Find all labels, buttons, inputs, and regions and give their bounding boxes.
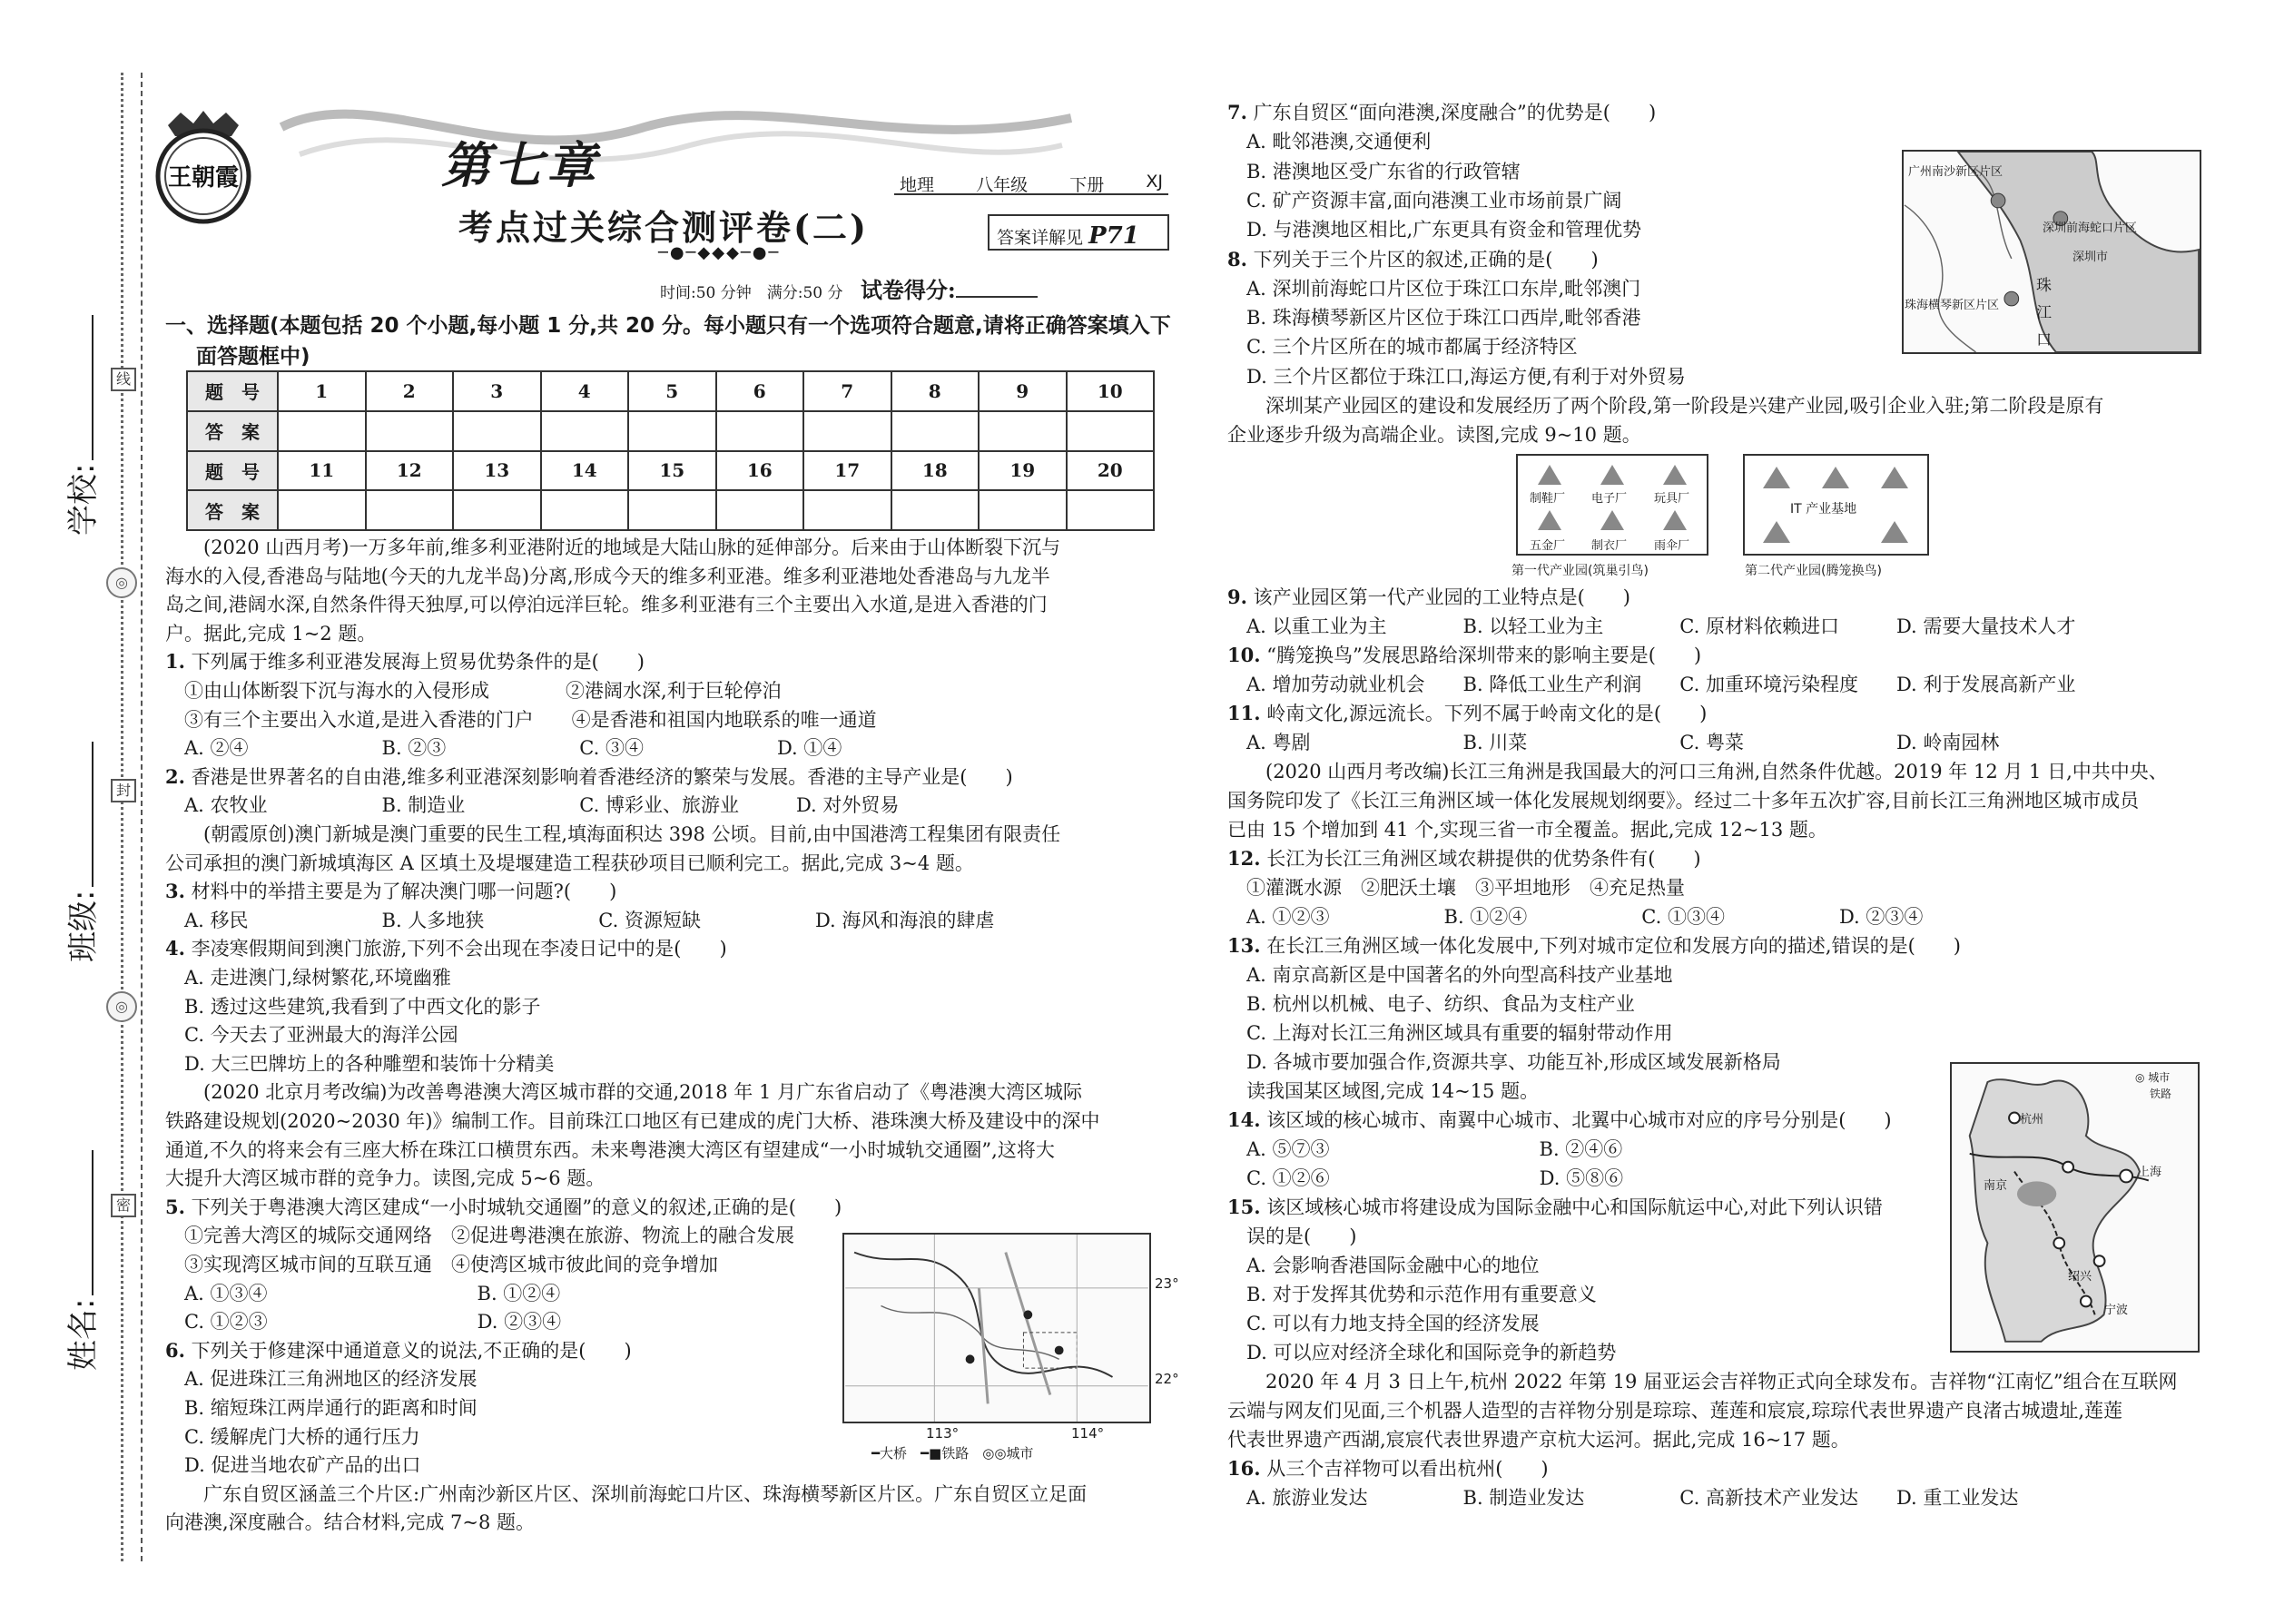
logo-text: 王朝霞 — [167, 164, 240, 192]
text-line: C. 上海对长江三角洲区域具有重要的辐射带动作用 — [1227, 1022, 1673, 1044]
text-line: A. 会影响香港国际金融中心的地位 — [1227, 1255, 1540, 1276]
subject-volume: 下册 — [1069, 175, 1105, 195]
ftz-map — [1902, 150, 2201, 354]
subject-geography: 地理 — [900, 175, 935, 195]
text-line: A. ⑤⑦③ B. ②④⑥ — [1227, 1138, 1623, 1160]
park2-caption: 第二代产业园(腾笼换鸟) — [1745, 564, 1882, 578]
lat-label: 23° — [1155, 1275, 1179, 1292]
text-line: 12. 长江为长江三角洲区域农耕提供的优势条件有( ) — [1227, 847, 1701, 870]
factory-label: 雨伞厂 — [1654, 539, 1690, 553]
text-line: 云端与网友们见面,三个机器人造型的吉祥物分别是琮琮、莲莲和宸宸,琮琮代表世界遗产良渚古城遗址,莲莲 — [1227, 1400, 2123, 1422]
text-line: A. 促进珠江三角洲地区的经济发展 — [165, 1368, 478, 1391]
text-line: B. 珠海横琴新区片区位于珠江口西岸,毗邻香港 — [1227, 307, 1641, 330]
text-line: ①由山体断裂下沉与海水的入侵形成 ②港阔水深,利于巨轮停泊 — [165, 680, 782, 702]
table-row: 题 号 1 2 3 4 5 6 7 8 9 10 — [187, 371, 1154, 411]
text-line: 广东自贸区涵盖三个片区:广州南沙新区片区、深圳前海蛇口片区、珠海横琴新区片区。广东自贸区立足面 — [165, 1482, 1088, 1505]
text-line: B. 透过这些建筑,我看到了中西文化的影子 — [165, 995, 541, 1018]
prd-map — [842, 1233, 1151, 1423]
paper-title: 考点过关综合测评卷(二) — [458, 207, 869, 248]
text-line: 铁路建设规划(2020~2030 年)》编制工作。目前珠江口地区有已建成的虎门大桥、港珠澳大桥及建设中的深中 — [165, 1110, 1100, 1132]
text-line: ①灌溉水源 ②肥沃土壤 ③平坦地形 ④充足热量 — [1227, 877, 1685, 899]
text-line: 户。据此,完成 1~2 题。 — [165, 622, 377, 645]
text-line: 深圳某产业园区的建设和发展经历了两个阶段,第一阶段是兴建产业园,吸引企业入驻;第二阶段是原有 — [1227, 395, 2104, 417]
text-line: A. 走进澳门,绿树繁花,环境幽雅 — [165, 967, 451, 989]
text-line: 11. 岭南文化,源远流长。下列不属于岭南文化的是( ) — [1227, 702, 1708, 724]
text-line: 3. 材料中的举措主要是为了解决澳门哪一问题?( ) — [165, 880, 617, 903]
table-row: 答 案 — [187, 411, 1154, 451]
text-line: 读我国某区域图,完成 14~15 题。 — [1227, 1080, 1540, 1102]
yrd-city-label: 杭州 — [2020, 1113, 2044, 1127]
text-line: 大提升大湾区城市群的竞争力。读图,完成 5~6 题。 — [165, 1167, 605, 1190]
text-line: A. 深圳前海蛇口片区位于珠江口东岸,毗邻澳门 — [1227, 277, 1641, 300]
ftz-label-shenzhen: 深圳市 — [2072, 251, 2109, 264]
text-line: C. ①②③ D. ②③④ — [165, 1311, 562, 1334]
text-line: 公司承担的澳门新城填海区 A 区填土及堤堰建造工程获砂项目已顺利完工。据此,完成 3~4 题。 — [165, 851, 974, 874]
ftz-label-zhu: 珠 — [2036, 277, 2052, 295]
ftz-label-kou: 口 — [2036, 331, 2052, 349]
text-line: 代表世界遗产西湖,宸宸代表世界遗产京杭大运河。据此,完成 16~17 题。 — [1227, 1429, 1850, 1451]
publisher-logo — [150, 109, 257, 227]
class-field[interactable]: 班级: — [58, 742, 103, 962]
ftz-label-hengqin: 珠海横琴新区片区 — [1905, 299, 2000, 312]
yrd-city-label: 绍兴 — [2068, 1270, 2092, 1284]
ftz-label-qianhai: 深圳前海蛇口片区 — [2043, 221, 2138, 235]
text-line: 通道,不久的将来会有三座大桥在珠江口横贯东西。未来粤港澳大湾区有望建成“一小时城轨交通圈”,这将大 — [165, 1138, 1055, 1161]
yrd-legend-city: ◎ 城市 — [2135, 1071, 2171, 1084]
school-field[interactable]: 学校: — [58, 315, 103, 536]
answer-table — [186, 370, 1155, 531]
text-line: 15. 该区域核心城市将建设成为国际金融中心和国际航运中心,对此下列认识错 — [1227, 1196, 1883, 1218]
text-line: 已由 15 个增加到 41 个,实现三省一市全覆盖。据此,完成 12~13 题。 — [1227, 819, 1827, 841]
text-line: (2020 山西月考改编)长江三角洲是我国最大的河口三角洲,自然条件优越。2019 年 12 月 1 日,中共中央、 — [1227, 761, 2168, 782]
text-line: 误的是( ) — [1227, 1225, 1357, 1247]
text-line: 14. 该区域的核心城市、南翼中心城市、北翼中心城市对应的序号分别是( ) — [1227, 1108, 1892, 1131]
ftz-label-jiang: 江 — [2036, 304, 2052, 322]
text-line: 海水的入侵,香港岛与陆地(今天的九龙半岛)分离,形成今天的维多利亚港。维多利亚港地处香港岛与九龙半 — [165, 565, 1050, 587]
text-line: B. 对于发挥其优势和示范作用有重要意义 — [1227, 1284, 1597, 1305]
text-line: A. 移民 B. 人多地狭 C. 资源短缺 D. 海风和海浪的肆虐 — [165, 909, 995, 931]
text-line: A. ②④ B. ②③ C. ③④ D. ①④ — [165, 737, 842, 760]
text-line: D. 促进当地农矿产品的出口 — [165, 1454, 421, 1477]
text-line: C. 三个片区所在的城市都属于经济特区 — [1227, 336, 1578, 359]
lon-label: 113° — [926, 1425, 960, 1442]
text-line: 16. 从三个吉祥物可以看出杭州( ) — [1227, 1457, 1549, 1480]
text-line: D. 各城市要加强合作,资源共享、功能互补,形成区域发展新格局 — [1227, 1051, 1781, 1073]
text-line: D. 大三巴牌坊上的各种雕塑和装饰十分精美 — [165, 1052, 555, 1075]
text-line: 7. 广东自贸区“面向港澳,深度融合”的优势是( ) — [1227, 101, 1657, 123]
text-line: A. 农牧业 B. 制造业 C. 博彩业、旅游业 D. 对外贸易 — [165, 794, 900, 817]
subject-bar — [894, 168, 1168, 195]
text-line: C. 今天去了亚洲最大的海洋公园 — [165, 1024, 458, 1047]
decorative-dots: ─●─◆◆◆─●─ — [658, 243, 781, 262]
yrd-city-label: 上海 — [2138, 1166, 2162, 1179]
lat-label: 22° — [1155, 1371, 1179, 1387]
ftz-label-nansha: 广州南沙新区片区 — [1908, 165, 2004, 179]
binding-label-mi: 密 — [111, 1194, 136, 1217]
text-line: 2020 年 4 月 3 日上午,杭州 2022 年第 19 届亚运会吉祥物正式向全球发布。吉祥物“江南忆”组合在互联网 — [1227, 1371, 2178, 1393]
table-row: 题 号 11 12 13 14 15 16 17 18 19 20 — [187, 451, 1154, 491]
yrd-city-label: 宁波 — [2104, 1304, 2129, 1317]
factory-label: 制衣厂 — [1591, 539, 1628, 553]
text-line: 6. 下列关于修建深中通道意义的说法,不正确的是( ) — [165, 1338, 632, 1362]
binding-label-xian: 线 — [111, 368, 136, 391]
text-line: 5. 下列关于粤港澳大湾区建成“一小时城轨交通圈”的意义的叙述,正确的是( ) — [165, 1195, 842, 1218]
binding-dotted-line — [121, 73, 123, 1561]
park1-caption: 第一代产业园(筑巢引鸟) — [1511, 564, 1649, 578]
text-line: (2020 北京月考改编)为改善粤港澳大湾区城市群的交通,2018 年 1 月广东省启动了《粤港澳大湾区城际 — [165, 1081, 1083, 1104]
time-score-line — [660, 272, 1038, 304]
text-line: A. 南京高新区是中国著名的外向型高科技产业基地 — [1227, 964, 1673, 986]
score-blank[interactable] — [956, 296, 1038, 298]
text-line: 13. 在长江三角洲区域一体化发展中,下列对城市定位和发展方向的描述,错误的是( ) — [1227, 934, 1961, 957]
text-line: 1. 下列属于维多利亚港发展海上贸易优势条件的是( ) — [165, 650, 645, 674]
text-line: 9. 该产业园区第一代产业园的工业特点是( ) — [1227, 586, 1630, 608]
yrd-city-label: 南京 — [1984, 1179, 2008, 1193]
factory-label: 制鞋厂 — [1530, 492, 1566, 506]
binding-hole-icon: ◎ — [106, 567, 137, 598]
yrd-legend-rail: 铁路 — [2150, 1088, 2172, 1100]
text-line: 4. 李凌寒假期间到澳门旅游,下列不会出现在李凌日记中的是( ) — [165, 937, 727, 960]
text-line: A. ①③④ B. ①②④ — [165, 1282, 561, 1304]
subject-edition: XJ — [1146, 172, 1163, 192]
text-line: D. 与港澳地区相比,广东更具有资金和管理优势 — [1227, 219, 1642, 241]
text-line: A. 粤剧 B. 川菜 C. 粤菜 D. 岭南园林 — [1227, 732, 2000, 753]
text-line: B. 杭州以机械、电子、纺织、食品为支柱产业 — [1227, 993, 1635, 1015]
text-line: 8. 下列关于三个片区的叙述,正确的是( ) — [1227, 247, 1599, 271]
binding-label-feng: 封 — [111, 779, 136, 802]
text-line: B. 港澳地区受广东省的行政管辖 — [1227, 160, 1521, 182]
table-row: 答 案 — [187, 490, 1154, 530]
text-line: 企业逐步升级为高端企业。读图,完成 9~10 题。 — [1227, 424, 1641, 447]
text-line: ③实现湾区城市间的互联互通 ④使湾区城市彼此间的竞争增加 — [165, 1254, 718, 1275]
chapter-title: 第七章 — [441, 136, 599, 194]
map-legend: ━大桥 ━■铁路 ◎◎城市 — [871, 1445, 1034, 1462]
factory-label: 五金厂 — [1530, 539, 1566, 553]
name-field[interactable]: 姓名: — [58, 1150, 103, 1371]
text-line: 国务院印发了《长江三角洲区域一体化发展规划纲要》。经过二十多年五次扩容,目前长江三角洲地区城市成员 — [1227, 790, 2140, 812]
text-line: 岛之间,港阔水深,自然条件得天独厚,可以停泊远洋巨轮。维多利亚港有三个主要出入水道,是进入香港的门 — [165, 594, 1048, 616]
text-line: (朝霞原创)澳门新城是澳门重要的民生工程,填海面积达 398 公顷。目前,由中国港湾工程集团有限责任 — [165, 823, 1061, 845]
section-heading: 一、选择题(本题包括 20 个小题,每小题 1 分,共 20 分。每小题只有一个选项符合题意,请将正确答案填入下 面答题框中) — [165, 314, 1171, 369]
text-line: C. ①②⑥ D. ⑤⑧⑥ — [1227, 1167, 1624, 1189]
lon-label: 114° — [1071, 1425, 1105, 1442]
text-line: 2. 香港是世界著名的自由港,维多利亚港深刻影响着香港经济的繁荣与发展。香港的主导产业是( ) — [165, 764, 1013, 788]
text-line: (2020 山西月考)一万多年前,维多利亚港附近的地域是大陆山脉的延伸部分。后来由于山体断裂下沉与 — [165, 536, 1061, 558]
park2-label: IT 产业基地 — [1790, 502, 1857, 517]
text-line: A. ①②③ B. ①②④ C. ①③④ D. ②③④ — [1227, 906, 1924, 928]
text-line: ③有三个主要出入水道,是进入香港的门户 ④是香港和祖国内地联系的唯一通道 — [165, 708, 877, 731]
text-line: A. 旅游业发达 B. 制造业发达 C. 高新技术产业发达 D. 重工业发达 — [1227, 1487, 2019, 1509]
text-line: D. 可以应对经济全球化和国际竞争的新趋势 — [1227, 1342, 1617, 1363]
binding-hole-icon: ◎ — [106, 991, 137, 1022]
text-line: B. 缩短珠江两岸通行的距离和时间 — [165, 1397, 478, 1419]
text-line: C. 矿产资源丰富,面向港澳工业市场前景广阔 — [1227, 189, 1622, 212]
text-line: ①完善大湾区的城际交通网络 ②促进粤港澳在旅游、物流上的融合发展 — [165, 1225, 794, 1247]
subject-grade: 八年级 — [976, 175, 1029, 195]
factory-label: 玩具厂 — [1654, 492, 1690, 506]
text-line: 向港澳,深度融合。结合材料,完成 7~8 题。 — [165, 1511, 536, 1534]
time-info: 时间:50 分钟 满分:50 分 — [660, 284, 843, 302]
text-line: A. 以重工业为主 B. 以轻工业为主 C. 原材料依赖进口 D. 需要大量技术人才 — [1227, 615, 2076, 637]
text-line: C. 缓解虎门大桥的通行压力 — [165, 1425, 420, 1448]
binding-cut-line — [141, 73, 143, 1561]
yrd-map — [1950, 1062, 2200, 1353]
text-line: C. 可以有力地支持全国的经济发展 — [1227, 1313, 1540, 1334]
factory-label: 电子厂 — [1591, 492, 1628, 506]
answer-reference: 答案详解见 P71 — [988, 214, 1169, 251]
score-label: 试卷得分: — [860, 277, 956, 303]
text-line: A. 毗邻港澳,交通便利 — [1227, 131, 1432, 153]
text-line: 10. “腾笼换鸟”发展思路给深圳带来的影响主要是( ) — [1227, 644, 1702, 666]
text-line: A. 增加劳动就业机会 B. 降低工业生产利润 C. 加重环境污染程度 D. 利于发展高新产业 — [1227, 674, 2076, 695]
text-line: D. 三个片区都位于珠江口,海运方便,有利于对外贸易 — [1227, 365, 1686, 388]
